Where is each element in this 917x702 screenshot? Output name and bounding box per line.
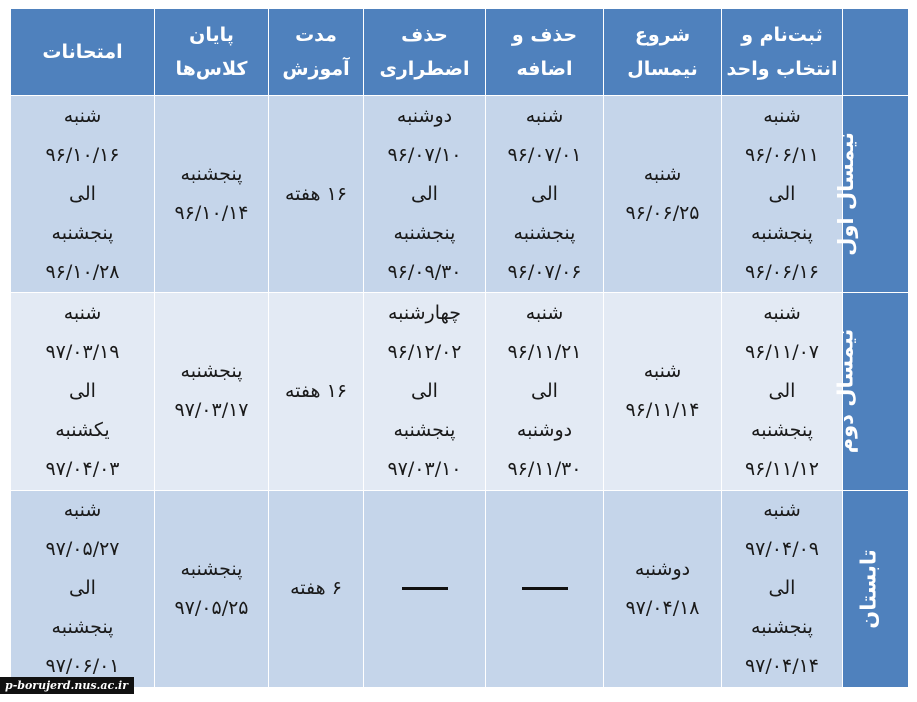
cell-line: پنجشنبه (180, 360, 243, 383)
table-row (11, 96, 909, 293)
cell-line: پنجشنبه (751, 221, 813, 244)
cell-registration (722, 490, 843, 687)
cell-line: دوشنبه (634, 557, 691, 580)
cell-line: الی (411, 182, 438, 205)
cell-semester-start (604, 293, 722, 490)
header-exams (11, 9, 155, 96)
cell-duration (269, 490, 364, 687)
cell-line: ۹۷/۰۵/۲۷ (45, 538, 120, 561)
cell-line: الی (531, 379, 558, 402)
cell-line: ۹۷/۰۳/۱۷ (174, 399, 249, 422)
cell-line: الی (768, 577, 796, 600)
cell-line: شنبه (63, 301, 102, 324)
cell-classes-end (155, 96, 269, 293)
cell-line: ۹۶/۰۶/۲۵ (625, 202, 700, 225)
empty-dash (522, 587, 568, 590)
header-registration-line: انتخاب واحد (726, 58, 838, 80)
header-semester-start-line: شروع (634, 24, 691, 46)
header-semester-start (604, 9, 722, 96)
header-registration (722, 9, 843, 96)
academic-calendar-table (10, 8, 909, 688)
cell-line: پنجشنبه (393, 418, 456, 441)
header-classes-end-line: پایان (189, 24, 234, 46)
cell-line: پنجشنبه (51, 616, 114, 639)
cell-line: ۹۶/۱۱/۳۰ (507, 457, 582, 480)
cell-semester-start (604, 490, 722, 687)
cell-line: ۹۶/۰۷/۰۱ (507, 143, 582, 166)
header-add-drop (486, 9, 604, 96)
table-row (11, 293, 909, 490)
header-registration-line: ثبت‌نام و (741, 24, 823, 46)
header-duration-line: آموزش (282, 58, 350, 80)
header-classes-end (155, 9, 269, 96)
cell-semester-start (604, 96, 722, 293)
header-semester-start-line: نیمسال (627, 58, 698, 80)
cell-line: ۹۶/۰۷/۱۰ (387, 143, 462, 166)
cell-exams (11, 490, 155, 687)
cell-line: ۹۶/۱۱/۱۴ (625, 399, 700, 422)
cell-line: الی (69, 182, 96, 205)
cell-line: شنبه (643, 163, 682, 186)
cell-line: الی (531, 182, 558, 205)
cell-duration (269, 293, 364, 490)
header-emergency-drop-line: حذف (401, 24, 448, 46)
cell-line: پنجشنبه (751, 418, 813, 441)
cell-line: ۹۶/۱۱/۰۷ (744, 340, 820, 363)
cell-line: ۶ هفته (290, 577, 342, 600)
cell-exams (11, 293, 155, 490)
cell-line: ۹۷/۰۵/۲۵ (174, 596, 249, 619)
cell-line: شنبه (63, 104, 102, 127)
header-row (11, 9, 909, 96)
cell-emergency-drop (364, 293, 486, 490)
cell-classes-end (155, 490, 269, 687)
cell-line: شنبه (763, 499, 801, 522)
cell-line: الی (768, 182, 796, 205)
cell-line: ۹۶/۰۷/۰۶ (507, 260, 582, 283)
cell-line: ۹۶/۱۱/۱۲ (744, 457, 820, 480)
row-label-first-semester (834, 96, 909, 293)
header-duration (269, 9, 364, 96)
cell-classes-end (155, 293, 269, 490)
cell-line: الی (69, 577, 96, 600)
row-label-text: تابستان (856, 549, 881, 629)
header-emergency-drop-line: اضطراری (379, 58, 470, 80)
cell-line: شنبه (525, 301, 564, 324)
cell-add-drop (486, 293, 604, 490)
empty-dash (402, 587, 448, 590)
cell-line: ۱۶ هفته (284, 182, 347, 205)
cell-add-drop (486, 96, 604, 293)
header-duration-line: مدت (295, 24, 337, 46)
header-add-drop-line: اضافه (516, 58, 573, 80)
site-watermark: p-borujerd.nus.ac.ir (0, 677, 134, 694)
cell-line: ۱۶ هفته (284, 379, 347, 402)
cell-line: دوشنبه (516, 418, 573, 441)
cell-line: شنبه (643, 360, 682, 383)
cell-line: الی (411, 379, 438, 402)
header-emergency-drop (364, 9, 486, 96)
header-classes-end-line: کلاس‌ها (175, 58, 248, 80)
cell-line: ۹۷/۰۴/۱۴ (744, 655, 820, 678)
cell-line: ۹۷/۰۶/۰۱ (45, 655, 120, 678)
cell-line: شنبه (63, 499, 102, 522)
cell-line: ۹۷/۰۳/۱۰ (387, 457, 462, 480)
cell-exams (11, 96, 155, 293)
cell-line: ۹۷/۰۳/۱۹ (45, 340, 120, 363)
row-label-text: نیمسال اول (834, 132, 859, 257)
row-label-text: نیمسال دوم (833, 329, 858, 454)
table-row (11, 490, 909, 687)
cell-add-drop (486, 490, 604, 687)
cell-line: دوشنبه (396, 104, 453, 127)
cell-line: ۹۶/۰۹/۳۰ (387, 260, 462, 283)
cell-line: پنجشنبه (51, 221, 114, 244)
cell-line: شنبه (763, 301, 801, 324)
cell-line: ۹۷/۰۴/۱۸ (625, 596, 700, 619)
cell-line: ۹۶/۰۶/۱۱ (744, 143, 820, 166)
header-add-drop-line: حذف و (511, 24, 578, 46)
cell-line: ۹۶/۱۱/۲۱ (507, 340, 582, 363)
cell-line: پنجشنبه (751, 616, 813, 639)
cell-line: ۹۷/۰۴/۰۹ (744, 538, 820, 561)
cell-line: پنجشنبه (393, 221, 456, 244)
cell-emergency-drop (364, 490, 486, 687)
cell-line: ۹۶/۱۰/۱۶ (45, 143, 120, 166)
cell-line: ۹۶/۱۲/۰۲ (387, 340, 462, 363)
cell-line: پنجشنبه (180, 557, 243, 580)
cell-line: ۹۶/۱۰/۲۸ (45, 260, 120, 283)
row-label-second-semester (833, 293, 909, 490)
cell-line: پنجشنبه (180, 163, 243, 186)
cell-line: ۹۶/۰۶/۱۶ (744, 260, 820, 283)
cell-line: ۹۷/۰۴/۰۳ (45, 457, 120, 480)
cell-duration (269, 96, 364, 293)
corner-cell (843, 9, 909, 96)
cell-line: یکشنبه (55, 418, 110, 441)
cell-line: الی (69, 379, 96, 402)
cell-line: پنجشنبه (513, 221, 576, 244)
cell-line: الی (768, 379, 796, 402)
cell-line: چهارشنبه (387, 301, 462, 324)
cell-line: ۹۶/۱۰/۱۴ (174, 202, 249, 225)
row-label-summer (843, 490, 909, 687)
cell-line: شنبه (525, 104, 564, 127)
header-exams-line: امتحانات (42, 41, 123, 63)
cell-emergency-drop (364, 96, 486, 293)
cell-line: شنبه (763, 104, 801, 127)
